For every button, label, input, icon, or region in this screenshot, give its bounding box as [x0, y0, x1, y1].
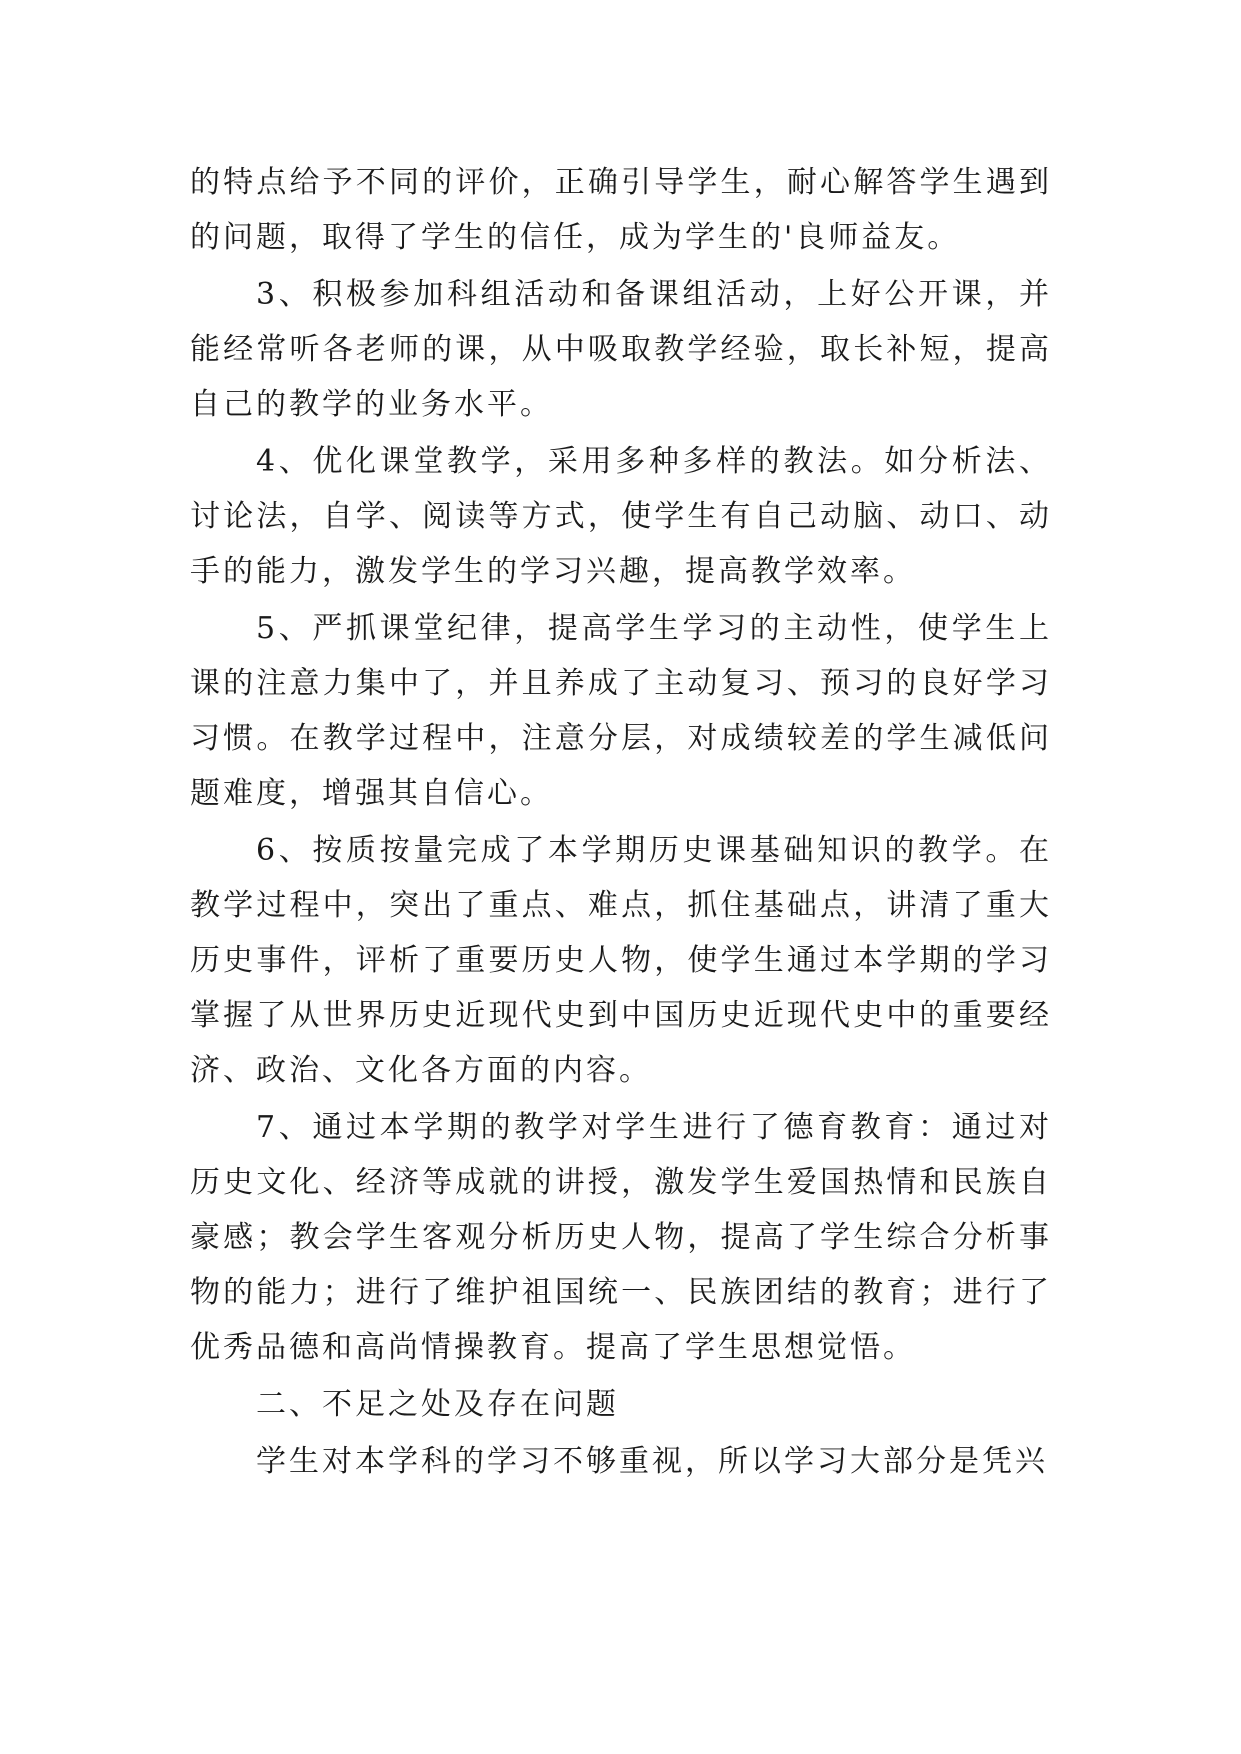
paragraph-item-4: 4、优化课堂教学，采用多种多样的教法。如分析法、讨论法，自学、阅读等方式，使学生有自己动脑、动口、动手的能力，激发学生的学习兴趣，提高教学效率。 — [190, 444, 1052, 589]
paragraph-item-3: 3、积极参加科组活动和备课组活动，上好公开课，并能经常听各老师的课，从中吸取教学经验，取长补短，提高自己的教学的业务水平。 — [190, 277, 1052, 422]
paragraph-continuation: 的特点给予不同的评价，正确引导学生，耐心解答学生遇到的问题，取得了学生的信任，成为学生的'良师益友。 — [190, 165, 1052, 255]
document-body — [190, 155, 1052, 1491]
paragraph-item-5: 5、严抓课堂纪律，提高学生学习的主动性，使学生上课的注意力集中了，并且养成了主动复习、预习的良好学习习惯。在教学过程中，注意分层，对成绩较差的学生减低问题难度，增强其自信心。 — [190, 611, 1052, 811]
section-heading: 二、不足之处及存在问题 — [256, 1387, 619, 1422]
paragraph-problems: 学生对本学科的学习不够重视，所以学习大部分是凭兴 — [256, 1444, 1048, 1479]
paragraph-item-6: 6、按质按量完成了本学期历史课基础知识的教学。在教学过程中，突出了重点、难点，抓住基础点，讲清了重大历史事件，评析了重要历史人物，使学生通过本学期的学习掌握了从世界历史近现代史到中国历史近现代史中的重要经济、政治、文化各方面的内容。 — [190, 833, 1052, 1088]
paragraph-item-7: 7、通过本学期的教学对学生进行了德育教育：通过对历史文化、经济等成就的讲授，激发学生爱国热情和民族自豪感；教会学生客观分析历史人物，提高了学生综合分析事物的能力；进行了维护祖国统一、民族团结的教育；进行了优秀品德和高尚情操教育。提高了学生思想觉悟。 — [190, 1110, 1052, 1365]
